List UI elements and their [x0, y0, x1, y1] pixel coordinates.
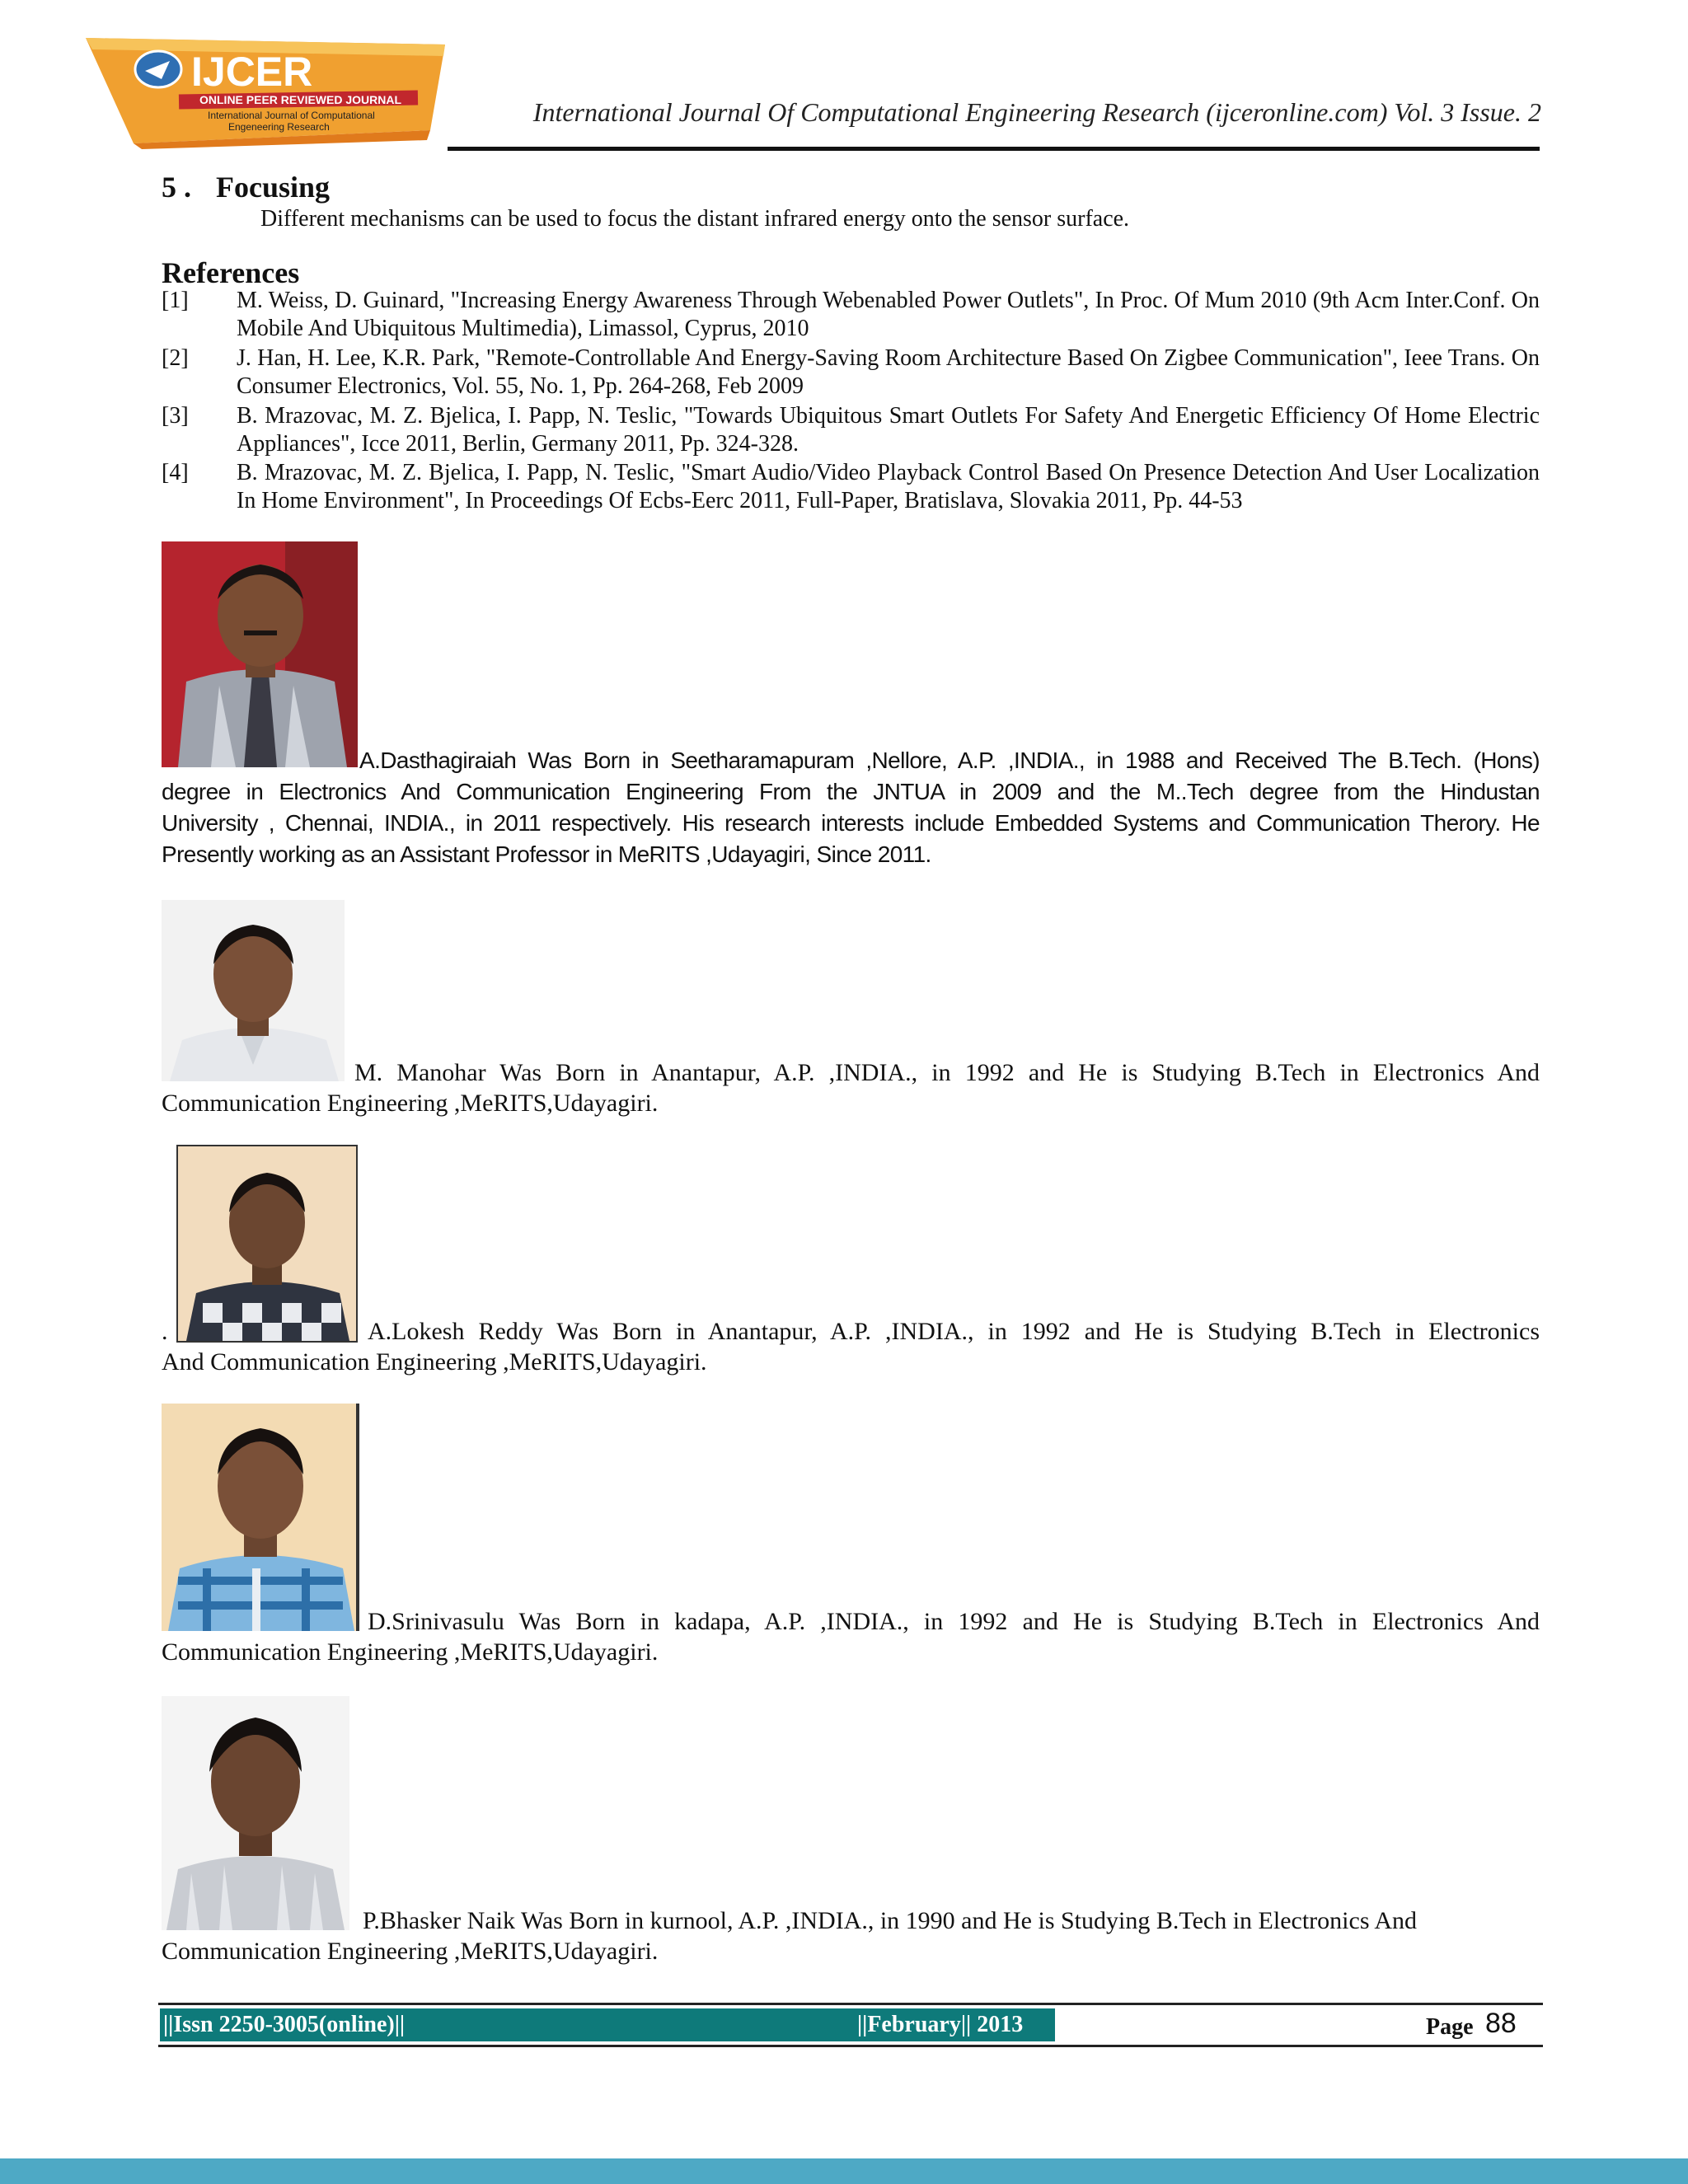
logo-subtitle-1: International Journal of Computational: [208, 110, 375, 121]
journal-header-text: International Journal Of Computational Engineering Research (ijceronline.com) Vol. 3 Issue. 2: [532, 97, 1541, 127]
footer-issn: ||Issn 2250-3005(online)||: [163, 2012, 406, 2037]
bio-line: University , Chennai, INDIA., in 2011 respectively. His research interests include Embedded Systems and Communication Therory. He: [162, 810, 1540, 836]
logo-tagline: ONLINE PEER REVIEWED JOURNAL: [199, 93, 402, 106]
journal-logo: [76, 38, 447, 149]
reference-text: B. Mrazovac, M. Z. Bjelica, I. Papp, N. Teslic, "Towards Ubiquitous Smart Outlets For Safety And Energetic Efficiency Of Home Electric Appliances", Icce 2011, Berlin, Germany 2011, Pp. 324-328.: [237, 403, 1540, 457]
bio-line: D.Srinivasulu Was Born in kadapa, A.P. ,INDIA., in 1992 and He is Studying B.Tech in Electronics And: [368, 1608, 1540, 1635]
reference-item: [162, 287, 1540, 343]
bio-line: Communication Engineering ,MeRITS,Udayagiri.: [162, 1638, 659, 1666]
bio-line: M. Manohar Was Born in Anantapur, A.P. ,INDIA., in 1992 and He is Studying B.Tech in Electronics And: [354, 1059, 1540, 1086]
author-photo-lokesh-reddy: [178, 1146, 356, 1341]
reference-text: B. Mrazovac, M. Z. Bjelica, I. Papp, N. Teslic, "Smart Audio/Video Playback Control Based On Presence Detection And User Localization In Home Environment", In Proceedings Of Ecbs-Eerc 2011, Full-Paper, Bratislava, Slovakia 2011, Pp. 44-53: [237, 460, 1540, 513]
footer-page-label: Page: [1426, 2014, 1474, 2040]
footer-top-rule: [158, 2003, 1543, 2005]
footer-bottom-rule: [158, 2045, 1543, 2047]
footer-date: ||February|| 2013: [857, 2012, 1024, 2037]
bio-line: A.Lokesh Reddy Was Born in Anantapur, A.P. ,INDIA., in 1992 and He is Studying B.Tech in Electronics: [368, 1318, 1540, 1345]
references-heading: References: [162, 256, 300, 289]
section-number: 5 .: [162, 171, 191, 204]
reference-item: [162, 402, 1540, 458]
logo-subtitle-2: Engeneering Research: [228, 121, 330, 133]
footer-page-number: 88: [1485, 2008, 1517, 2039]
bio-prefix: .: [162, 1318, 168, 1345]
logo-title: IJCER: [191, 49, 313, 95]
header-rule: [448, 147, 1540, 151]
bio-line: A.Dasthagiraiah Was Born in Seetharamapuram ,Nellore, A.P. ,INDIA., in 1988 and Received The B.Tech. (Hons): [359, 748, 1540, 773]
reference-item: [162, 344, 1540, 401]
bio-line: And Communication Engineering ,MeRITS,Udayagiri.: [162, 1348, 707, 1376]
bio-line: degree in Electronics And Communication Engineering From the JNTUA in 2009 and the M..Tech degree from the Hindustan: [162, 779, 1540, 804]
viewer-bottom-bar: [0, 2158, 1688, 2184]
author-photo-dasthagiraiah: [162, 541, 358, 767]
reference-number: [1]: [162, 288, 189, 313]
reference-text: J. Han, H. Lee, K.R. Park, "Remote-Controllable And Energy-Saving Room Architecture Based On Zigbee Communication", Ieee Trans. On Consumer Electronics, Vol. 55, No. 1, Pp. 264-268, Feb 2009: [237, 345, 1540, 399]
bio-line: Communication Engineering ,MeRITS,Udayagiri.: [162, 1090, 659, 1117]
author-photo-srinivasulu: [162, 1404, 359, 1631]
reference-number: [3]: [162, 403, 189, 429]
reference-number: [4]: [162, 460, 189, 485]
section-title: Focusing: [216, 171, 331, 204]
bio-line: Presently working as an Assistant Professor in MeRITS ,Udayagiri, Since 2011.: [162, 841, 931, 867]
reference-text: M. Weiss, D. Guinard, "Increasing Energy Awareness Through Webenabled Power Outlets", In Proc. Of Mum 2010 (9th Acm Inter.Conf. On Mobile And Ubiquitous Multimedia), Limassol, Cyprus, 2010: [237, 288, 1540, 341]
section-heading: [162, 170, 330, 204]
reference-number: [2]: [162, 345, 189, 371]
bio-line: P.Bhasker Naik Was Born in kurnool, A.P. ,INDIA., in 1990 and He is Studying B.Tech in Electronics And: [363, 1907, 1417, 1934]
author-photo-bhasker-naik: [162, 1696, 349, 1930]
reference-item: [162, 459, 1540, 515]
section-body: Different mechanisms can be used to focus the distant infrared energy onto the sensor surface.: [260, 206, 1130, 232]
bio-line: Communication Engineering ,MeRITS,Udayagiri.: [162, 1938, 659, 1965]
author-photo-manohar: [162, 900, 345, 1081]
